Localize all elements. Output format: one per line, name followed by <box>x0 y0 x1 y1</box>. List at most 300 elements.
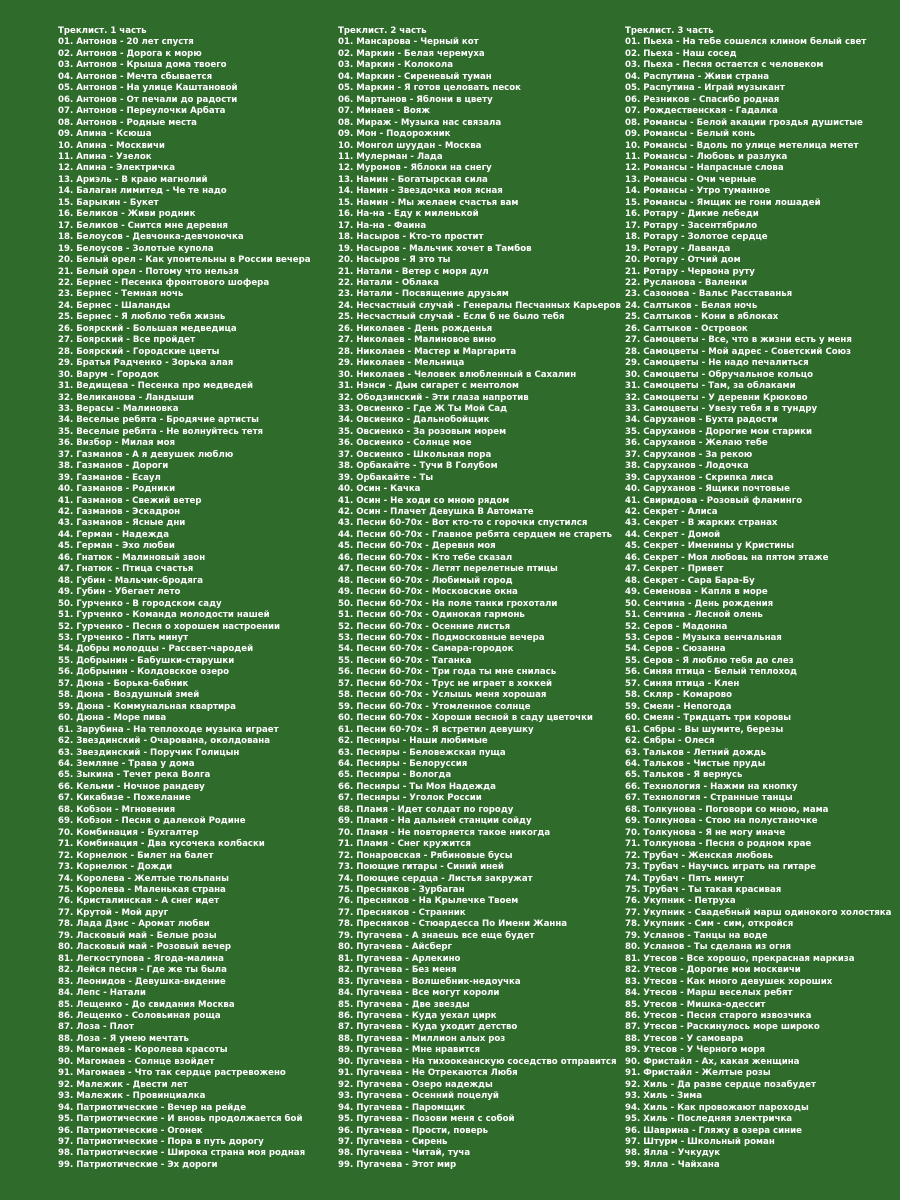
track-item: 87. Лоза - Плот <box>58 1022 134 1033</box>
track-item: 64. Тальков - Чистые пруды <box>625 759 766 769</box>
track-item: 89. Пугачева - Мне нравится <box>338 1045 481 1056</box>
track-item: 12. Романсы - Напрасные слова <box>625 163 784 174</box>
track-item: 57. Дюна - Борька-бабник <box>58 678 189 689</box>
track-item: 37. Овсиенко - Школьная пора <box>338 449 492 460</box>
track-item: 07. Антонов - Переулочки Арбата <box>58 106 226 117</box>
track-item: 58. Песни 60-70х - Услышь меня хорошая <box>338 690 547 701</box>
track-item: 84. Утесов - Марш веселых ребят <box>625 988 793 999</box>
track-item: 16. Беликов - Живи родник <box>58 209 196 220</box>
track-item: 62. Сябры - Олеся <box>625 736 715 747</box>
track-item: 38. Орбакайте - Тучи В Голубом <box>338 461 498 472</box>
track-item: 43. Секрет - В жарких странах <box>625 518 778 529</box>
track-item: 05. Маркин - Я готов целовать песок <box>338 83 522 94</box>
track-item: 32. Великанова - Ландыши <box>58 392 194 403</box>
track-item: 66. Технология - Нажми на кнопку <box>625 781 798 792</box>
track-item: 34. Веселые ребята - Бродячие артисты <box>58 415 259 426</box>
track-item: 90. Фристайл - Ах, какая женщина <box>625 1056 800 1067</box>
track-item: 60. Песни 60-70х - Хороши весной в саду цветочки <box>338 713 593 724</box>
track-item: 50. Сенчина - День рождения <box>625 598 774 609</box>
track-item: 94. Пугачева - Паромщик <box>338 1102 466 1113</box>
track-item: 30. Варум - Городок <box>58 369 160 380</box>
track-item: 74. Трубач - Пять минут <box>625 873 744 884</box>
track-item: 33. Овсиенко - Где Ж Ты Мой Сад <box>338 403 508 414</box>
track-item: 15. Романсы - Ямщик не гони лошадей <box>625 197 821 208</box>
track-item: 48. Песни 60-70х - Любимый город <box>338 575 513 586</box>
track-item: 91. Магомаев - Что так сердце растревожено <box>58 1068 286 1079</box>
track-item: 58. Скляр - Комарово <box>625 690 733 701</box>
track-item: 04. Антонов - Мечта сбывается <box>58 71 213 82</box>
track-item: 06. Антонов - От печали до радости <box>58 94 238 105</box>
track-item: 25. Несчастный случай - Если б не было тебя <box>338 312 565 323</box>
track-item: 08. Мираж - Музыка нас связала <box>338 117 502 128</box>
track-item: 05. Распутина - Играй музыкант <box>625 83 785 94</box>
track-item: 32. Ободзинский - Эти глаза напротив <box>338 392 529 403</box>
track-item: 01. Антонов - 20 лет спустя <box>58 37 194 48</box>
track-item: 45. Герман - Эхо любви <box>58 541 175 552</box>
track-item: 97. Штурм - Школьный роман <box>625 1136 775 1147</box>
track-item: 59. Песни 60-70х - Утомленное солнце <box>338 701 531 712</box>
tracklist-column-2 <box>338 26 621 1171</box>
track-item: 02. Антонов - Дорога к морю <box>58 48 202 59</box>
track-item: 59. Смеян - Непогода <box>625 701 732 712</box>
track-item: 85. Лещенко - До свидания Москва <box>58 999 235 1010</box>
track-item: 79. Усланов - Танцы на воде <box>625 930 768 941</box>
track-item: 31. Ведищева - Песенка про медведей <box>58 381 254 392</box>
track-item: 13. Ариэль - В краю магнолий <box>58 174 208 185</box>
track-item: 95. Пугачева - Позови меня с собой <box>338 1114 515 1125</box>
track-item: 86. Пугачева - Куда уехал цирк <box>338 1010 497 1021</box>
track-item: 77. Крутой - Мой друг <box>58 907 169 918</box>
track-item: 47. Песни 60-70х - Летят перелетные птицы <box>338 564 558 575</box>
track-item: 39. Газманов - Есаул <box>58 472 161 483</box>
track-item: 43. Песни 60-70х - Вот кто-то с горочки спустился <box>338 518 588 529</box>
track-item: 26. Салтыков - Островок <box>625 323 748 334</box>
track-item: 11. Мулерман - Лада <box>338 151 443 162</box>
track-item: 07. Рождественская - Гадалка <box>625 106 778 117</box>
track-item: 44. Песни 60-70х - Главное ребята сердцем не стареть <box>338 529 613 540</box>
track-item: 77. Укупник - Свадебный марш одинокого холостяка <box>625 907 892 918</box>
track-item: 54. Песни 60-70х - Самара-городок <box>338 644 514 655</box>
track-item: 03. Антонов - Крыша дома твоего <box>58 60 227 71</box>
track-item: 83. Пугачева - Волшебник-недоучка <box>338 976 521 987</box>
track-item: 47. Гнатюк - Птица счастья <box>58 564 194 575</box>
track-item: 10. Монгол шуудан - Москва <box>338 140 482 151</box>
track-item: 44. Герман - Надежда <box>58 529 170 540</box>
track-item: 97. Патриотические - Пора в путь дорогу <box>58 1136 264 1147</box>
track-item: 94. Патриотические - Вечер на рейде <box>58 1102 247 1113</box>
track-item: 87. Утесов - Раскинулось море широко <box>625 1022 820 1033</box>
track-item: 17. На-на - Фаина <box>338 220 427 231</box>
track-item: 03. Пьеха - Песня остается с человеком <box>625 60 824 71</box>
track-item: 48. Губин - Мальчик-бродяга <box>58 575 204 586</box>
track-item: 19. Насыров - Мальчик хочет в Тамбов <box>338 243 532 254</box>
track-item: 02. Маркин - Белая черемуха <box>338 48 485 59</box>
track-item: 53. Серов - Музыка венчальная <box>625 633 782 644</box>
track-item: 35. Саруханов - Дорогие мои старики <box>625 426 813 437</box>
track-item: 18. Белоусов - Девчонка-девчоночка <box>58 232 244 243</box>
track-item: 91. Пугачева - Не Отрекаются Любя <box>338 1068 518 1079</box>
track-item: 15. Барыкин - Букет <box>58 197 159 208</box>
track-item: 89. Утесов - У Черного моря <box>625 1045 766 1056</box>
track-item: 27. Боярский - Все пройдет <box>58 335 196 346</box>
track-item: 06. Резников - Спасибо родная <box>625 94 780 105</box>
track-item: 24. Бернес - Шаланды <box>58 300 171 311</box>
track-item: 54. Добры молодцы - Рассвет-чародей <box>58 644 254 655</box>
track-item: 87. Пугачева - Куда уходит детство <box>338 1022 518 1033</box>
track-item: 78. Укупник - Сим - сим, откройся <box>625 919 794 930</box>
track-item: 85. Пугачева - Две звезды <box>338 999 470 1010</box>
track-item: 61. Сябры - Вы шумите, березы <box>625 724 784 735</box>
track-item: 45. Песни 60-70х - Деревня моя <box>338 541 496 552</box>
track-item: 08. Антонов - Родные места <box>58 117 197 128</box>
track-item: 41. Осин - Не ходи со мною рядом <box>338 495 510 506</box>
track-item: 23. Бернес - Темная ночь <box>58 289 184 300</box>
track-item: 44. Секрет - Домой <box>625 529 721 540</box>
track-item: 76. Укупник - Петруха <box>625 896 736 907</box>
track-item: 65. Песняры - Вологда <box>338 770 452 781</box>
track-item: 07. Минаев - Вояж <box>338 106 430 117</box>
track-item: 93. Малежик - Провинциалка <box>58 1091 206 1102</box>
track-item: 15. Намин - Мы желаем счастья вам <box>338 197 519 208</box>
track-item: 34. Овсиенко - Дальнобойщик <box>338 415 490 426</box>
track-item: 22. Бернес - Песенка фронтового шофера <box>58 277 270 288</box>
track-item: 32. Самоцветы - У деревни Крюково <box>625 392 808 403</box>
track-item: 70. Пламя - Не повторяется такое никогда <box>338 827 551 838</box>
track-item: 92. Пугачева - Озеро надежды <box>338 1079 493 1090</box>
track-item: 18. Ротару - Золотое сердце <box>625 232 768 243</box>
track-item: 11. Романсы - Любовь и разлука <box>625 151 788 162</box>
track-item: 26. Николаев - День рожденья <box>338 323 493 334</box>
track-item: 18. Насыров - Кто-то простит <box>338 232 484 243</box>
track-item: 74. Поющие сердца - Листья закружат <box>338 873 533 884</box>
track-item: 82. Пугачева - Без меня <box>338 965 457 976</box>
track-item: 20. Насыров - Я это ты <box>338 255 451 266</box>
track-item: 22. Русланова - Валенки <box>625 277 748 288</box>
track-item: 75. Трубач - Ты такая красивая <box>625 884 782 895</box>
track-item: 16. На-на - Еду к миленькой <box>338 209 479 220</box>
track-item: 28. Самоцветы - Мой адрес - Советский Союз <box>625 346 852 357</box>
track-item: 48. Секрет - Сара Бара-Бу <box>625 575 755 586</box>
track-item: 51. Песни 60-70х - Одинокая гармонь <box>338 610 525 621</box>
track-item: 70. Комбинация - Бухгалтер <box>58 827 199 838</box>
track-item: 58. Дюна - Воздушный змей <box>58 690 200 701</box>
track-item: 20. Ротару - Отчий дом <box>625 255 741 266</box>
track-item: 14. Намин - Звездочка моя ясная <box>338 186 503 197</box>
track-item: 93. Хиль - Зима <box>625 1091 703 1102</box>
track-item: 14. Балаган лимитед - Че те надо <box>58 186 227 197</box>
track-item: 60. Дюна - Море пива <box>58 713 167 724</box>
track-item: 25. Бернес - Я люблю тебя жизнь <box>58 312 226 323</box>
track-item: 28. Боярский - Городские цветы <box>58 346 220 357</box>
track-item: 23. Натали - Посвящение друзьям <box>338 289 509 300</box>
track-item: 50. Гурченко - В городском саду <box>58 598 222 609</box>
track-item: 63. Песняры - Беловежская пуща <box>338 747 506 758</box>
track-item: 72. Трубач - Женская любовь <box>625 850 774 861</box>
track-item: 69. Пламя - На дальней станции сойду <box>338 816 532 827</box>
track-item: 52. Гурченко - Песня о хорошем настроении <box>58 621 281 632</box>
track-item: 28. Николаев - Мастер и Маргарита <box>338 346 517 357</box>
track-item: 41. Свиридова - Розовый фламинго <box>625 495 803 506</box>
track-item: 31. Нэнси - Дым сигарет с ментолом <box>338 381 519 392</box>
track-item: 06. Мартынов - Яблони в цвету <box>338 94 493 105</box>
track-item: 43. Газманов - Ясные дни <box>58 518 186 529</box>
track-item: 36. Визбор - Милая моя <box>58 438 176 449</box>
track-item: 35. Веселые ребята - Не волнуйтесь тетя <box>58 426 264 437</box>
track-item: 02. Пьеха - Наш сосед <box>625 48 737 59</box>
track-item: 34. Саруханов - Бухта радости <box>625 415 778 426</box>
track-item: 14. Романсы - Утро туманное <box>625 186 771 197</box>
track-item: 68. Кобзон - Мгновения <box>58 804 176 815</box>
track-item: 79. Пугачева - А знаешь все еще будет <box>338 930 535 941</box>
track-item: 49. Песни 60-70х - Московские окна <box>338 587 518 598</box>
track-item: 95. Хиль - Последняя электричка <box>625 1114 793 1125</box>
track-item: 37. Саруханов - За рекою <box>625 449 753 460</box>
track-item: 05. Антонов - На улице Каштановой <box>58 83 238 94</box>
track-item: 91. Фристайл - Желтые розы <box>625 1068 771 1079</box>
track-item: 96. Пугачева - Прости, поверь <box>338 1125 489 1136</box>
track-list <box>338 37 621 1171</box>
track-item: 77. Пресняков - Странник <box>338 907 466 918</box>
track-item: 22. Натали - Облака <box>338 277 439 288</box>
track-item: 13. Романсы - Очи черные <box>625 174 757 185</box>
track-item: 93. Пугачева - Осенний поцелуй <box>338 1091 499 1102</box>
track-item: 23. Сазонова - Вальс Расставанья <box>625 289 793 300</box>
track-item: 21. Натали - Ветер с моря дул <box>338 266 489 277</box>
track-item: 03. Маркин - Колокола <box>338 60 454 71</box>
track-item: 71. Толкунова - Песня о родном крае <box>625 839 812 850</box>
track-item: 10. Романсы - Вдоль по улице метелица метет <box>625 140 859 151</box>
track-item: 57. Песни 60-70х - Трус не играет в хоккей <box>338 678 552 689</box>
track-item: 52. Серов - Мадонна <box>625 621 728 632</box>
track-item: 69. Кобзон - Песня о далекой Родине <box>58 816 246 827</box>
column-title: Треклист. 1 часть <box>58 26 147 36</box>
track-item: 81. Утесов - Все хорошо, прекрасная маркиза <box>625 953 855 964</box>
track-item: 62. Звездинский - Очарована, околдована <box>58 736 271 747</box>
track-item: 11. Апина - Узелок <box>58 151 152 162</box>
track-item: 86. Лещенко - Соловьиная роща <box>58 1010 221 1021</box>
track-item: 51. Сенчина - Лесной олень <box>625 610 763 621</box>
track-item: 40. Газманов - Родники <box>58 484 176 495</box>
track-item: 82. Утесов - Дорогие мои москвичи <box>625 965 801 976</box>
track-item: 01. Пьеха - На тебе сошелся клином белый свет <box>625 37 867 48</box>
track-item: 68. Пламя - Идет солдат по городу <box>338 804 514 815</box>
track-item: 42. Осин - Плачет Девушка В Автомате <box>338 507 534 518</box>
track-item: 56. Песни 60-70х - Три года ты мне снилась <box>338 667 557 678</box>
track-item: 71. Комбинация - Два кусочека колбаски <box>58 839 265 850</box>
track-item: 53. Гурченко - Пять минут <box>58 633 189 644</box>
track-item: 78. Лада Дэнс - Аромат любви <box>58 919 210 930</box>
track-item: 96. Шаврина - Гляжу в озера синие <box>625 1125 802 1136</box>
track-item: 30. Николаев - Человек влюбленный в Сахалин <box>338 369 577 380</box>
track-item: 27. Самоцветы - Все, что в жизни есть у меня <box>625 335 852 346</box>
track-item: 82. Лейся песня - Где же ты была <box>58 965 227 976</box>
track-item: 12. Муромов - Яблоки на снегу <box>338 163 492 174</box>
track-item: 21. Белый орел - Потому что нельзя <box>58 266 239 277</box>
track-item: 56. Синяя птица - Белый теплоход <box>625 667 797 678</box>
track-item: 09. Мон - Подорожник <box>338 129 451 140</box>
track-item: 98. Ялла - Учкудук <box>625 1148 721 1159</box>
track-item: 88. Утесов - У самовара <box>625 1033 744 1044</box>
track-item: 76. Пресняков - На Крылечке Твоем <box>338 896 519 907</box>
track-item: 81. Пугачева - Арлекино <box>338 953 461 964</box>
track-item: 61. Зарубина - На теплоходе музыка играет <box>58 724 279 735</box>
track-item: 62. Песняры - Наши любимые <box>338 736 488 747</box>
track-item: 80. Пугачева - Айсберг <box>338 942 453 953</box>
track-item: 10. Апина - Москвичи <box>58 140 165 151</box>
track-item: 24. Несчастный случай - Генералы Песчанных Карьеров <box>338 300 621 311</box>
track-item: 54. Серов - Сюзанна <box>625 644 726 655</box>
track-item: 57. Синяя птица - Клен <box>625 678 740 689</box>
track-item: 99. Пугачева - Этот мир <box>338 1159 457 1170</box>
track-item: 39. Саруханов - Скрипка лиса <box>625 472 774 483</box>
track-item: 60. Смеян - Тридцать три коровы <box>625 713 792 724</box>
track-item: 97. Пугачева - Сирень <box>338 1136 448 1147</box>
track-item: 42. Секрет - Алиса <box>625 507 718 518</box>
track-item: 74. Королева - Желтые тюльпаны <box>58 873 229 884</box>
track-item: 46. Секрет - Моя любовь на пятом этаже <box>625 552 829 563</box>
track-item: 63. Тальков - Летний дождь <box>625 747 767 758</box>
track-item: 79. Ласковый май - Белые розы <box>58 930 217 941</box>
track-item: 50. Песни 60-70х - На поле танки грохотали <box>338 598 558 609</box>
track-item: 17. Ротару - Засентябрило <box>625 220 758 231</box>
track-item: 29. Николаев - Мельница <box>338 358 465 369</box>
tracklist-column-3 <box>625 26 891 1171</box>
track-item: 26. Боярский - Большая медведица <box>58 323 237 334</box>
track-item: 67. Технология - Странные танцы <box>625 793 793 804</box>
track-item: 66. Песняры - Ты Моя Надежда <box>338 781 496 792</box>
track-item: 81. Легкоступова - Ягода-малина <box>58 953 224 964</box>
track-item: 51. Гурченко - Команда молодости нашей <box>58 610 270 621</box>
track-item: 09. Апина - Ксюша <box>58 129 152 140</box>
track-item: 19. Ротару - Лаванда <box>625 243 731 254</box>
track-item: 12. Апина - Электричка <box>58 163 176 174</box>
track-item: 38. Саруханов - Лодочка <box>625 461 749 472</box>
track-item: 73. Трубач - Научись играть на гитаре <box>625 862 816 873</box>
track-item: 80. Усланов - Ты сделана из огня <box>625 942 792 953</box>
track-item: 99. Ялла - Чайхана <box>625 1159 720 1170</box>
track-item: 75. Королева - Маленькая страна <box>58 884 226 895</box>
track-item: 19. Белоусов - Золотые купола <box>58 243 214 254</box>
track-item: 20. Белый орел - Как упоительны в России вечера <box>58 255 311 266</box>
track-item: 55. Серов - Я люблю тебя до слез <box>625 655 794 666</box>
column-title: Треклист. 3 часть <box>625 26 714 36</box>
track-list <box>58 37 311 1171</box>
track-item: 52. Песни 60-70х - Осенние листья <box>338 621 511 632</box>
track-item: 46. Гнатюк - Малиновый звон <box>58 552 206 563</box>
track-item: 76. Кристалинская - А снег идет <box>58 896 220 907</box>
track-item: 41. Газманов - Свежий ветер <box>58 495 202 506</box>
track-list <box>625 37 891 1171</box>
track-item: 55. Песни 60-70х - Таганка <box>338 655 472 666</box>
track-item: 37. Газманов - А я девушек люблю <box>58 449 234 460</box>
track-item: 96. Патриотические - Огонек <box>58 1125 203 1136</box>
track-item: 70. Толкунова - Я не могу иначе <box>625 827 786 838</box>
track-item: 63. Звездинский - Поручик Голицын <box>58 747 240 758</box>
track-item: 04. Распутина - Живи страна <box>625 71 769 82</box>
track-item: 46. Песни 60-70х - Кто тебе сказал <box>338 552 513 563</box>
tracklist-column-1 <box>58 26 311 1171</box>
track-item: 42. Газманов - Эскадрон <box>58 507 181 518</box>
track-item: 45. Секрет - Именины у Кристины <box>625 541 794 552</box>
track-item: 85. Утесов - Мишка-одессит <box>625 999 766 1010</box>
track-item: 33. Верасы - Малиновка <box>58 403 179 414</box>
track-item: 55. Добрынин - Бабушки-старушки <box>58 655 235 666</box>
track-item: 08. Романсы - Белой акации гроздья душистые <box>625 117 863 128</box>
track-item: 68. Толкунова - Поговори со мною, мама <box>625 804 829 815</box>
track-item: 36. Овсиенко - Солнце мое <box>338 438 472 449</box>
track-item: 86. Утесов - Песня старого извозчика <box>625 1010 812 1021</box>
track-item: 71. Пламя - Снег кружится <box>338 839 471 850</box>
track-item: 92. Малежик - Двести лет <box>58 1079 188 1090</box>
track-item: 90. Магомаев - Солнце взойдет <box>58 1056 215 1067</box>
track-item: 64. Земляне - Трава у дома <box>58 759 195 769</box>
track-item: 04. Маркин - Сиреневый туман <box>338 71 492 82</box>
track-item: 16. Ротару - Дикие лебеди <box>625 209 759 220</box>
track-item: 72. Корнелюк - Билет на балет <box>58 850 214 861</box>
track-item: 38. Газманов - Дороги <box>58 461 169 472</box>
track-item: 59. Дюна - Коммунальная квартира <box>58 701 236 712</box>
track-item: 13. Намин - Богатырская сила <box>338 174 488 185</box>
track-item: 61. Песни 60-70х - Я встретил девушку <box>338 724 534 735</box>
track-item: 56. Добрынин - Колдовское озеро <box>58 667 230 678</box>
track-item: 33. Самоцветы - Увезу тебя я в тундру <box>625 403 818 414</box>
track-item: 09. Романсы - Белый конь <box>625 129 756 140</box>
track-item: 80. Ласковый май - Розовый вечер <box>58 942 232 953</box>
track-item: 31. Самоцветы - Там, за облаками <box>625 381 796 392</box>
track-item: 83. Утесов - Как много девушек хороших <box>625 976 833 987</box>
track-item: 36. Саруханов - Желаю тебе <box>625 438 768 449</box>
track-item: 29. Братья Радченко - Зорька алая <box>58 358 234 369</box>
track-item: 27. Николаев - Малиновое вино <box>338 335 497 346</box>
track-item: 64. Песняры - Белоруссия <box>338 759 468 769</box>
track-item: 73. Поющие гитары - Синий иней <box>338 862 504 873</box>
track-item: 47. Секрет - Привет <box>625 564 724 575</box>
track-item: 29. Самоцветы - Не надо печалиться <box>625 358 809 369</box>
track-item: 66. Кельми - Ночное рандеву <box>58 781 205 792</box>
track-item: 65. Тальков - Я вернусь <box>625 770 743 781</box>
track-item: 92. Хиль - Да разве сердце позабудет <box>625 1079 816 1090</box>
track-item: 75. Пресняков - Зурбаган <box>338 884 465 895</box>
track-item: 65. Зыкина - Течет река Волга <box>58 770 211 781</box>
track-item: 40. Осин - Качка <box>338 484 421 495</box>
column-title: Треклист. 2 часть <box>338 26 427 36</box>
track-item: 78. Пресняков - Стюардесса По Имени Жанна <box>338 919 568 930</box>
track-item: 01. Мансарова - Черный кот <box>338 37 479 48</box>
track-item: 88. Лоза - Я умею мечтать <box>58 1033 189 1044</box>
track-item: 83. Леонидов - Девушка-видение <box>58 976 226 987</box>
track-item: 30. Самоцветы - Обручальное кольцо <box>625 369 814 380</box>
track-item: 53. Песни 60-70х - Подмосковные вечера <box>338 633 545 644</box>
track-item: 69. Толкунова - Стою на полустаночке <box>625 816 818 827</box>
track-item: 49. Семенова - Капля в море <box>625 587 768 598</box>
track-item: 84. Пугачева - Все могут короли <box>338 988 500 999</box>
track-item: 67. Кикабизе - Пожелание <box>58 793 191 804</box>
track-item: 89. Магомаев - Королева красоты <box>58 1045 228 1056</box>
track-item: 67. Песняры - Уголок России <box>338 793 482 804</box>
track-item: 94. Хиль - Как провожают пароходы <box>625 1102 809 1113</box>
track-item: 98. Патриотические - Широка страна моя родная <box>58 1148 306 1159</box>
track-item: 88. Пугачева - Миллион алых роз <box>338 1033 506 1044</box>
track-item: 39. Орбакайте - Ты <box>338 472 434 483</box>
track-item: 17. Беликов - Снится мне деревня <box>58 220 228 231</box>
track-item: 84. Лепс - Натали <box>58 988 146 999</box>
track-item: 24. Салтыков - Белая ночь <box>625 300 758 311</box>
track-item: 40. Саруханов - Ящики почтовые <box>625 484 790 495</box>
track-item: 73. Корнелюк - Дожди <box>58 862 173 873</box>
track-item: 35. Овсиенко - За розовым морем <box>338 426 507 437</box>
track-item: 21. Ротару - Червона руту <box>625 266 755 277</box>
track-item: 90. Пугачева - На тихоокеанскую соседство отправится <box>338 1056 617 1067</box>
